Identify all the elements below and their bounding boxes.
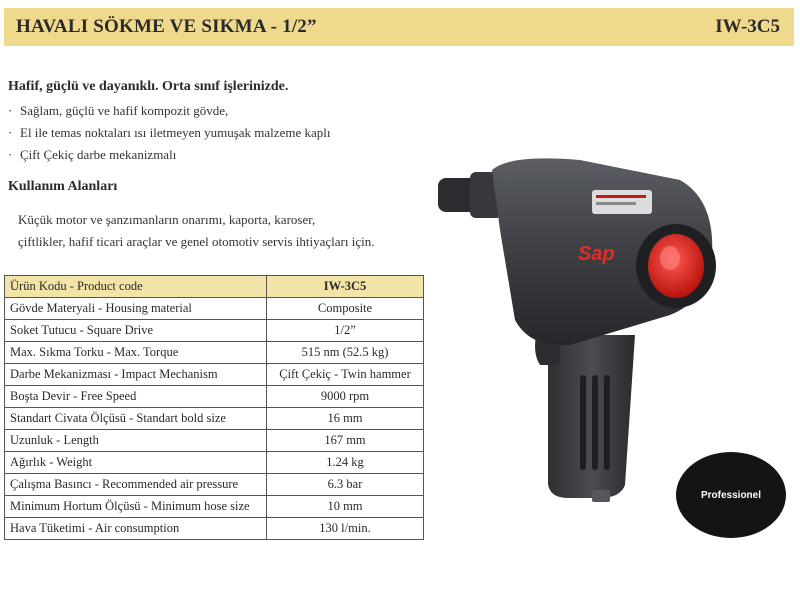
usage-line: çiftlikler, hafif ticari araçlar ve genel otomotiv servis ihtiyaçları için. <box>18 234 375 249</box>
spec-value: Çift Çekiç - Twin hammer <box>267 364 424 386</box>
bullet-icon: · <box>8 125 13 140</box>
spec-label: Ağırlık - Weight <box>5 452 267 474</box>
professional-badge <box>676 452 786 538</box>
feature-list <box>8 100 428 166</box>
spec-value: 6.3 bar <box>267 474 424 496</box>
spec-value: 515 nm (52.5 kg) <box>267 342 424 364</box>
table-row <box>5 430 424 452</box>
product-title: HAVALI SÖKME VE SIKMA - 1/2” <box>16 16 317 37</box>
wrench-grip <box>535 320 635 502</box>
spec-value: 167 mm <box>267 430 424 452</box>
table-row <box>5 364 424 386</box>
table-row <box>5 386 424 408</box>
table-row <box>5 320 424 342</box>
spec-value: 1.24 kg <box>267 452 424 474</box>
spec-label: Çalışma Basıncı - Recommended air pressure <box>5 474 267 496</box>
spec-value: Composite <box>267 298 424 320</box>
spec-table <box>4 275 424 540</box>
spec-value: 16 mm <box>267 408 424 430</box>
spec-label: Darbe Mekanizması - Impact Mechanism <box>5 364 267 386</box>
table-row <box>5 452 424 474</box>
table-row <box>5 298 424 320</box>
spec-label: Gövde Materyali - Housing material <box>5 298 267 320</box>
table-row <box>5 518 424 540</box>
spec-value: 130 l/min. <box>267 518 424 540</box>
impact-wrench-image <box>430 150 730 510</box>
bullet-icon: · <box>8 103 13 118</box>
spec-label: Standart Civata Ölçüsü - Standart bold size <box>5 408 267 430</box>
table-row <box>5 342 424 364</box>
spec-label: Boşta Devir - Free Speed <box>5 386 267 408</box>
spec-value: 10 mm <box>267 496 424 518</box>
feature-item: · Sağlam, güçlü ve hafif kompozit gövde, <box>8 100 428 122</box>
spec-value: 1/2” <box>267 320 424 342</box>
feature-item: · El ile temas noktaları ısı iletmeyen yumuşak malzeme kaplı <box>8 122 428 144</box>
spec-value: IW-3C5 <box>267 276 424 298</box>
product-code: IW-3C5 <box>715 16 780 37</box>
header-bar <box>4 8 794 46</box>
spec-value: 9000 rpm <box>267 386 424 408</box>
table-row <box>5 474 424 496</box>
spec-label: Minimum Hortum Ölçüsü - Minimum hose size <box>5 496 267 518</box>
spec-label: Soket Tutucu - Square Drive <box>5 320 267 342</box>
intro-text: Hafif, güçlü ve dayanıklı. Orta sınıf işlerinizde. <box>8 79 289 94</box>
table-row <box>5 496 424 518</box>
usage-heading: Kullanım Alanları <box>8 179 118 194</box>
bullet-icon: · <box>8 147 13 162</box>
badge-label: Professionel <box>700 489 762 501</box>
usage-line: Küçük motor ve şanzımanların onarımı, kaporta, karoser, <box>18 212 316 227</box>
spec-label: Max. Sıkma Torku - Max. Torque <box>5 342 267 364</box>
table-row <box>5 408 424 430</box>
wrench-anvil <box>438 172 502 218</box>
spec-label: Ürün Kodu - Product code <box>5 276 267 298</box>
usage-text <box>18 209 438 253</box>
table-header-row <box>5 276 424 298</box>
spec-label: Hava Tüketimi - Air consumption <box>5 518 267 540</box>
brand-logo: Sap <box>578 243 615 265</box>
feature-item: · Çift Çekiç darbe mekanizmalı <box>8 144 428 166</box>
rear-cap <box>636 224 716 308</box>
spec-label: Uzunluk - Length <box>5 430 267 452</box>
